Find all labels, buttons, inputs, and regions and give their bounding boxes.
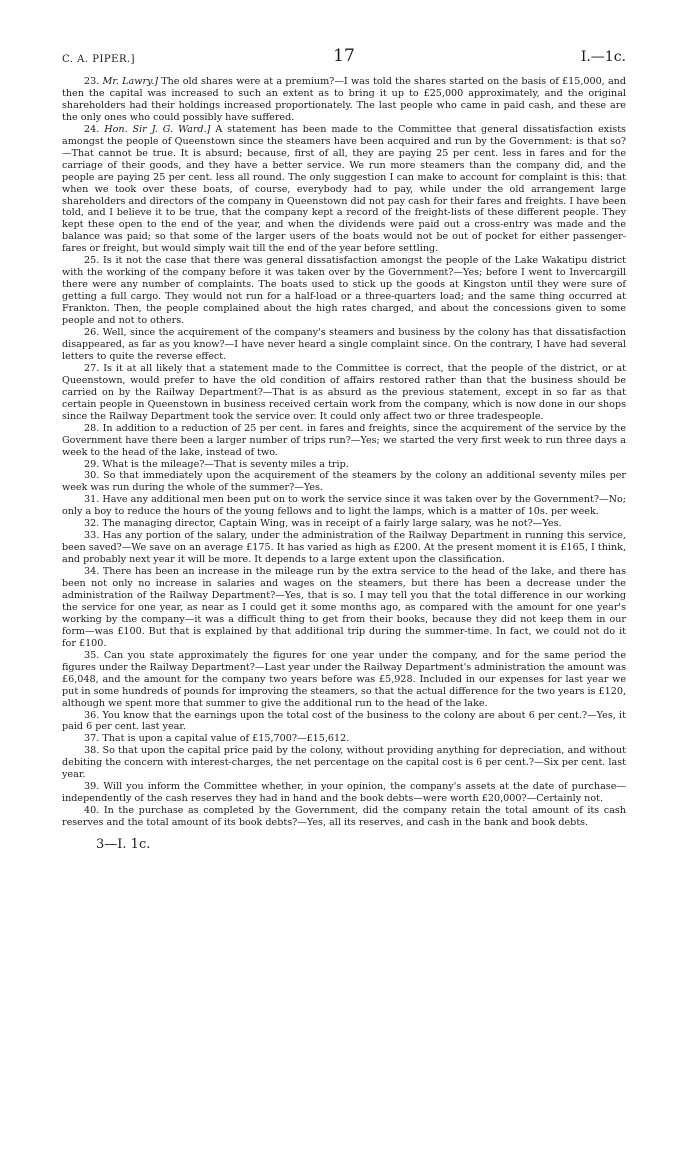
footer-signature: 3—I. 1c. — [96, 837, 151, 853]
page-number: 17 — [333, 46, 355, 66]
question-paragraph — [62, 781, 626, 805]
question-paragraph — [62, 459, 626, 471]
question-paragraph — [62, 255, 626, 327]
question-text: Can you state approximately the figures for one year under the company, and for the same period the figures under the Railway Department?—Last year under the Railway Department's administration the amount was £6,048, and the amount for the company two years before was £5,928. Included in our expenses for last year we put in some hundreds of pounds for improving the steamers, so that the actual difference for the two years is £120, although we spent more that summer to give the additional run to the head of the lake. — [62, 649, 626, 709]
question-paragraph — [62, 710, 626, 734]
question-text: You know that the earnings upon the total cost of the business to the colony are about 6 per cent.?—Yes, it paid 6 per cent. last year. — [62, 709, 626, 733]
question-text: Is it at all likely that a statement made to the Committee is correct, that the people of the district, or at Queenstown, would prefer to have the old condition of affairs restored rather than that the business should be carried on by the Railway Department?—That is as absurd as the previous statement, except in so far as that certain people in Queenstown in business received certain work from the company, which is now done in our shops since the Railway Department took the service over. It could only affect two or three tradespeople. — [62, 362, 626, 422]
question-text: A statement has been made to the Committee that general dissatisfaction exists amongst the people of Queenstown since the steamers have been acquired and run by the Government: is that so?—That cannot be true. It is absurd; because, first of all, they are paying 25 per cent. less in fares and for the carriage of their goods, and they have a better service. We run more steamers than the company did, and the people are paying 25 per cent. less all round. The only suggestion I can make to account for complaint is this: that when we took over these boats, of course, everybody had to pay, while under the old arrangement large shareholders and directors of the company in Queenstown did not pay cash for their fares and freights. I have been told, and I believe it to be true, that the company kept a record of the freight-lists of these different people. They kept these open to the end of the year, and when the dividends were paid out a cross-entry was made and the balance was paid; so that some of the larger users of the boats would not be out of pocket for either passenger-fares or freight, but would simply wait till the end of the year before settling. — [62, 123, 626, 255]
question-paragraph — [62, 470, 626, 494]
question-paragraph — [62, 530, 626, 566]
question-number: 35. — [84, 649, 100, 661]
header-witness: C. A. PIPER.] — [62, 54, 136, 65]
header-paper-ref: I.—1c. — [580, 49, 626, 65]
question-paragraph — [62, 566, 626, 650]
question-paragraph — [62, 363, 626, 423]
question-paragraph — [62, 745, 626, 781]
question-paragraph — [62, 124, 626, 255]
question-number: 31. — [84, 494, 100, 506]
question-text: So that upon the capital price paid by the colony, without providing anything for depreciation, and without debiting the concern with interest-charges, the net percentage on the capital cost is 6 per cent.?—Six per cent. last year. — [62, 745, 626, 781]
question-paragraph — [62, 494, 626, 518]
question-number: 27. — [84, 362, 100, 374]
question-paragraph — [62, 327, 626, 363]
question-text: Has any portion of the salary, under the administration of the Railway Department in running this service, been saved?—We save on an average £175. It has varied as high as £200. At the present moment it is £165, I think, and probably next year it will be more. It depends to a large extent upon the classification. — [62, 530, 626, 566]
question-number: 33. — [84, 530, 100, 542]
question-number: 40. — [84, 805, 100, 817]
question-paragraph — [62, 76, 626, 124]
question-text: So that immediately upon the acquirement of the steamers by the colony an additional seventy miles per week was run during the whole of the summer?—Yes. — [62, 470, 626, 494]
question-text: The managing director, Captain Wing, was in receipt of a fairly large salary, was he not?—Yes. — [102, 518, 562, 530]
question-text: What is the mileage?—That is seventy miles a trip. — [102, 458, 349, 470]
question-number: 23. — [84, 76, 100, 87]
question-paragraph — [62, 805, 626, 829]
page-header — [62, 46, 626, 70]
question-text: Is it not the case that there was general dissatisfaction amongst the people of the Lake Wakatipu district with the working of the company before it was taken over by the Government?—Yes; before I went to Invercargill there were any number of complaints. The boats used to stick up the goods at Kingston until they were sure of getting a full cargo. They would not run for a half-load or a three-quarters load; and the same thing occurred at Frankton. Then, the people complained about the high rates charged, and about the concessions given to some people and not to others. — [62, 255, 626, 327]
question-number: 28. — [84, 422, 100, 434]
question-text: The old shares were at a premium?—I was told the shares started on the basis of £15,000, and then the capital was increased to such an extent as to bring it up to £25,000 approximately, and the original shareholders had their holdings increased proportionately. The last people who came in paid cash, and these are the only ones who could possibly have suffered. — [62, 76, 627, 123]
question-number: 36. — [84, 709, 100, 721]
question-text: In the purchase as completed by the Government, did the company retain the total amount of its cash reserves and the total amount of its book debts?—Yes, all its reserves, and cash in the bank and book debts. — [62, 805, 626, 829]
question-text: Well, since the acquirement of the company's steamers and business by the colony has that dissatisfaction disappeared, as far as you know?—I have never heard a single complaint since. On the contrary, I have had several letters to quite the reverse effect. — [62, 327, 626, 362]
question-number: 39. — [84, 781, 100, 793]
question-paragraph — [62, 733, 626, 745]
question-number: 32. — [84, 518, 100, 530]
question-paragraph — [62, 650, 626, 710]
question-paragraph — [62, 423, 626, 459]
question-paragraph — [62, 518, 626, 530]
question-number: 38. — [84, 745, 100, 757]
question-text: Will you inform the Committee whether, in your opinion, the company's assets at the date of purchase—independently of the cash reserves they had in hand and the book debts—were worth £20,000?—Certainly not. — [62, 781, 626, 805]
speaker-name: Hon. Sir J. G. Ward.] — [104, 123, 211, 135]
question-number: 34. — [84, 566, 100, 578]
question-number: 30. — [84, 470, 100, 482]
speaker-name: Mr. Lawry.] — [102, 76, 158, 87]
document-body — [62, 76, 626, 829]
question-number: 25. — [84, 255, 100, 267]
question-number: 26. — [84, 327, 100, 339]
question-text: That is upon a capital value of £15,700?—£15,612. — [102, 733, 350, 745]
question-text: In addition to a reduction of 25 per cent. in fares and freights, since the acquirement of the service by the Government have there been a larger number of trips run?—Yes; we started the very first week to run three days a week to the head of the lake, instead of two. — [62, 422, 627, 458]
question-number: 37. — [84, 733, 100, 745]
question-number: 29. — [84, 458, 100, 470]
question-number: 24. — [84, 123, 100, 135]
question-text: Have any additional men been put on to work the service since it was taken over by the Government?—No; only a boy to reduce the hours of the young fellows and to light the lamps, which is a matter of 10s. per week. — [62, 494, 626, 518]
question-text: There has been an increase in the mileage run by the extra service to the head of the lake, and there has been not only no increase in salaries and wages on the steamers, but there has been a decrease under the administration of the Railway Department?—Yes, that is so. I may tell you that the total difference in our working the service for one year, as near as I could get it some months ago, as compared with the amount for one year's working by the company—it was a difficult thing to get from their books, because they did not keep them in our form—was £100. But that is explained by that additional trip during the summer-time. In fact, we could not do it for £100. — [62, 566, 626, 649]
